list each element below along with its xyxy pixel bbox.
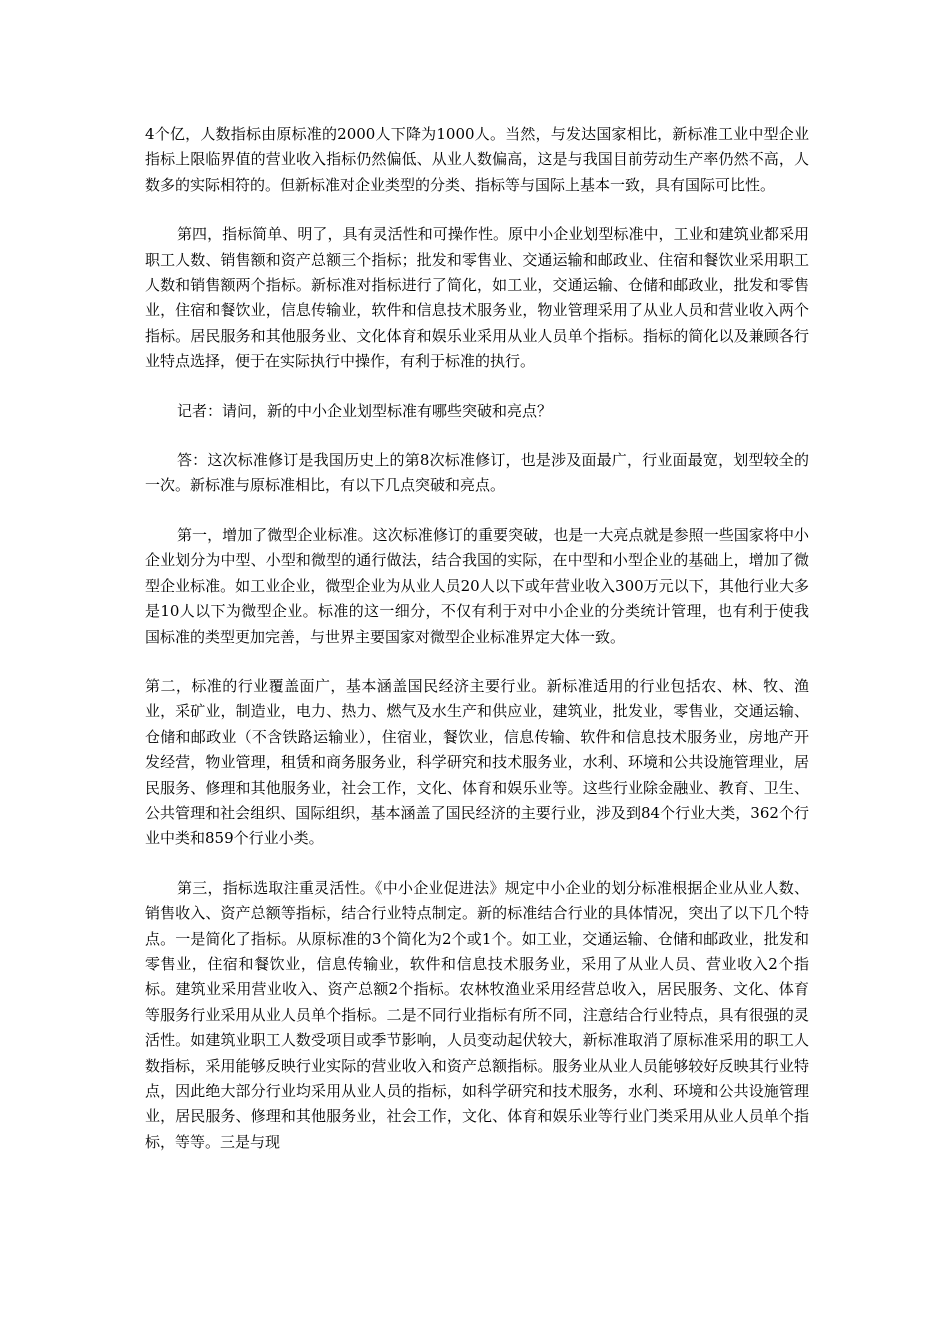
paragraph-1: 4个亿，人数指标由原标准的2000人下降为1000人。当然，与发达国家相比，新标准工业中型企业指标上限临界值的营业收入指标仍然偏低、从业人数偏高，这是与我国目前劳动生产率仍然不高，人数多的实际相符的。但新标准对企业类型的分类、指标等与国际上基本一致，具有国际可比性。: [145, 125, 809, 194]
paragraph-4: 答：这次标准修订是我国历史上的第8次标准修订，也是涉及面最广，行业面最宽，划型较全的一次。新标准与原标准相比，有以下几点突破和亮点。: [145, 451, 809, 495]
document-page: [145, 122, 809, 1179]
paragraph-6: 第二，标准的行业覆盖面广，基本涵盖国民经济主要行业。新标准适用的行业包括农、林、牧、渔业，采矿业，制造业，电力、热力、燃气及水生产和供应业，建筑业，批发业，零售业，交通运输、仓储和邮政业（不含铁路运输业），住宿业，餐饮业，信息传输、软件和信息技术服务业，房地产开发经营，物业管理，租赁和商务服务业，科学研究和技术服务业，水利、环境和公共设施管理业，居民服务、修理和其他服务业，社会工作，文化、体育和娱乐业等。这些行业除金融业、教育、卫生、公共管理和社会组织、国际组织，基本涵盖了国民经济的主要行业，涉及到84个行业大类，362个行业中类和859个行业小类。: [145, 676, 809, 848]
paragraph-5: 第一，增加了微型企业标准。这次标准修订的重要突破，也是一大亮点就是参照一些国家将中小企业划分为中型、小型和微型的通行做法，结合我国的实际，在中型和小型企业的基础上，增加了微型企业标准。如工业企业，微型企业为从业人员20人以下或年营业收入300万元以下，其他行业大多是10人以下为微型企业。标准的这一细分，不仅有利于对中小企业的分类统计管理，也有利于使我国标准的类型更加完善，与世界主要国家对微型企业标准界定大体一致。: [145, 525, 809, 646]
paragraph-7: 第三，指标选取注重灵活性。《中小企业促进法》规定中小企业的划分标准根据企业从业人数、销售收入、资产总额等指标，结合行业特点制定。新的标准结合行业的具体情况，突出了以下几个特点。一是简化了指标。从原标准的3个简化为2个或1个。如工业，交通运输、仓储和邮政业，批发和零售业，住宿和餐饮业，信息传输业，软件和信息技术服务业，采用了从业人员、营业收入2个指标。建筑业采用营业收入、资产总额2个指标。农林牧渔业采用经营总收入，居民服务、文化、体育等服务行业采用从业人员单个指标。二是不同行业指标有所不同，注意结合行业特点，具有很强的灵活性。如建筑业职工人数受项目或季节影响，人员变动起伏较大，新标准取消了原标准采用的职工人数指标，采用能够反映行业实际的营业收入和资产总额指标。服务业从业人员能够较好反映其行业特点，因此绝大部分行业均采用从业人员的指标，如科学研究和技术服务，水利、环境和公共设施管理业，居民服务、修理和其他服务业，社会工作，文化、体育和娱乐业等行业门类采用从业人员单个指标，等等。三是与现: [145, 878, 809, 1151]
paragraph-3: 记者：请问，新的中小企业划型标准有哪些突破和亮点？: [177, 401, 553, 420]
paragraph-2: 第四，指标简单、明了，具有灵活性和可操作性。原中小企业划型标准中，工业和建筑业都采用职工人数、销售额和资产总额三个指标；批发和零售业、交通运输和邮政业、住宿和餐饮业采用职工人数和销售额两个指标。新标准对指标进行了简化，如工业，交通运输、仓储和邮政业，批发和零售业，住宿和餐饮业，信息传输业，软件和信息技术服务业，物业管理采用了从业人员和营业收入两个指标。居民服务和其他服务业、文化体育和娱乐业采用从业人员单个指标。指标的简化以及兼顾各行业特点选择，便于在实际执行中操作，有利于标准的执行。: [145, 225, 809, 371]
